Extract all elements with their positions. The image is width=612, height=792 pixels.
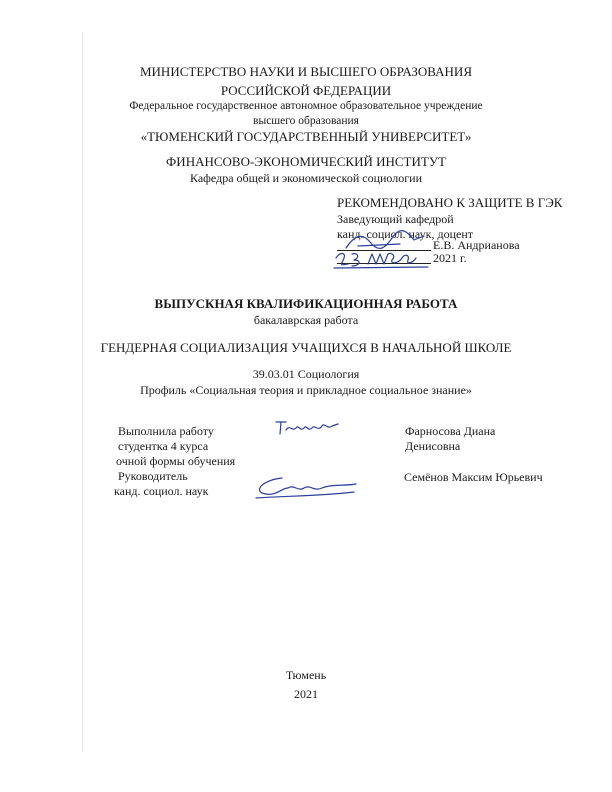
handwritten-date	[332, 248, 432, 270]
year: 2021	[294, 687, 318, 701]
institution-type-line: Федеральное государственное автономное образовательное учреждение	[129, 100, 483, 112]
study-profile: Профиль «Социальная теория и прикладное социальное знание»	[140, 383, 472, 397]
education-level-line: высшего образования	[253, 115, 359, 127]
university-name: «ТЮМЕНСКИЙ ГОСУДАРСТВЕННЫЙ УНИВЕРСИТЕТ»	[140, 129, 472, 144]
city: Тюмень	[285, 668, 327, 682]
ministry-line: МИНИСТЕРСТВО НАУКИ И ВЫСШЕГО ОБРАЗОВАНИЯ	[139, 64, 472, 79]
work-type: ВЫПУСКНАЯ КВАЛИФИКАЦИОННАЯ РАБОТА	[154, 296, 458, 311]
approval-degree: канд. социол. наук, доцент	[337, 227, 473, 241]
author-label-study-form: очной формы обучения	[116, 454, 236, 468]
approval-signatory-name: Е.В. Андрианова	[433, 238, 520, 252]
author-label-completed: Выполнила работу	[118, 424, 214, 438]
supervisor-label-degree: канд. социол. наук	[114, 484, 209, 498]
approval-title: РЕКОМЕНДОВАНО К ЗАЩИТЕ В ГЭК	[337, 195, 563, 210]
work-subtype: бакалаврская работа	[253, 313, 359, 327]
approval-date: 2021 г.	[433, 251, 467, 265]
supervisor-name: Семёнов Максим Юрьевич	[404, 470, 543, 484]
work-title: ГЕНДЕРНАЯ СОЦИАЛИЗАЦИЯ УЧАЩИХСЯ В НАЧАЛЬНОЙ ШКОЛЕ	[100, 340, 512, 355]
supervisor-label-role: Руководитель	[118, 469, 188, 483]
specialty-code: 39.03.01 Социология	[252, 367, 360, 381]
institute-name: ФИНАНСОВО-ЭКОНОМИЧЕСКИЙ ИНСТИТУТ	[166, 154, 446, 169]
author-signature	[272, 416, 342, 438]
author-name-patronymic: Денисовна	[405, 439, 461, 453]
department-name: Кафедра общей и экономической социологии	[189, 171, 423, 185]
approval-role: Заведующий кафедрой	[337, 212, 454, 226]
supervisor-signature	[242, 470, 362, 504]
country-line: РОССИЙСКОЙ ФЕДЕРАЦИИ	[220, 83, 392, 98]
author-label-course: студентка 4 курса	[118, 439, 209, 453]
author-name-first: Фарносова Диана	[405, 424, 496, 438]
